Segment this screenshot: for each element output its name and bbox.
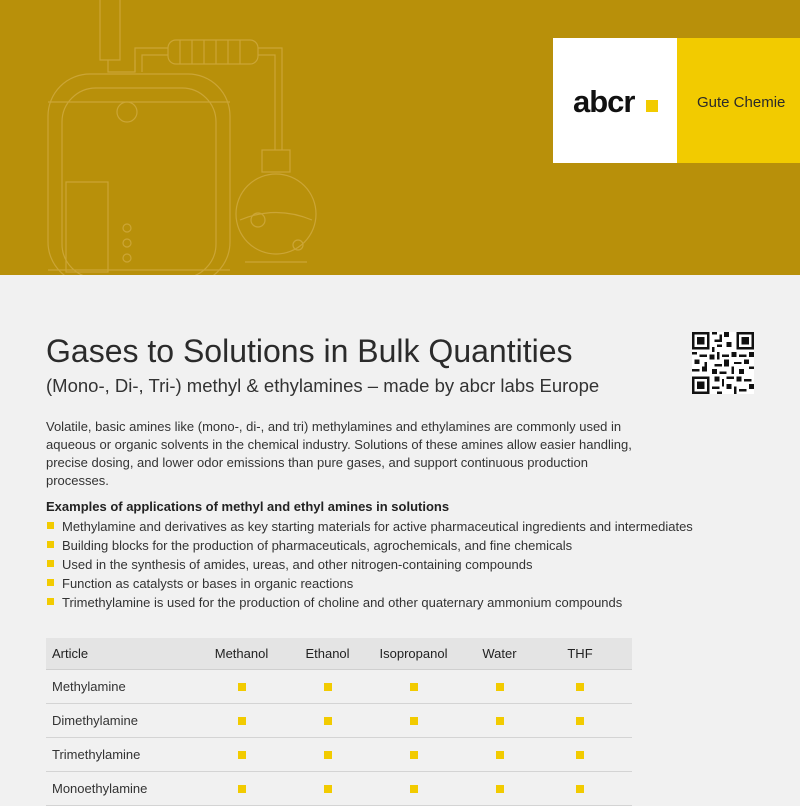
list-item-text: Methylamine and derivatives as key starting materials for active pharmaceutical ingredients and intermediates bbox=[62, 519, 693, 534]
list-item-text: Trimethylamine is used for the production of choline and other quaternary ammonium compounds bbox=[62, 595, 623, 610]
availability-square-icon bbox=[324, 683, 332, 691]
availability-square-icon bbox=[410, 785, 418, 793]
column-header-water: Water bbox=[482, 646, 517, 661]
intro-paragraph: Volatile, basic amines like (mono-, di-, and tri) methylamines and ethylamines are commonly used in aqueous or organic solvents in the chemical industry. Solutions of these amines allow easier handling, precise dosing, and lower odor emissions than pure gases, and support continuous production processes. bbox=[46, 419, 632, 488]
article-name: Monoethylamine bbox=[52, 781, 148, 796]
availability-square-icon bbox=[238, 683, 246, 691]
bullet-square-icon bbox=[47, 598, 54, 605]
column-header-article: Article bbox=[52, 646, 89, 661]
availability-square-icon bbox=[324, 785, 332, 793]
list-item bbox=[46, 536, 693, 555]
cell-thf bbox=[528, 683, 632, 691]
availability-square-icon bbox=[410, 683, 418, 691]
availability-square-icon bbox=[238, 751, 246, 759]
cell-methanol bbox=[184, 785, 299, 793]
list-item bbox=[46, 574, 693, 593]
availability-square-icon bbox=[576, 785, 584, 793]
header-banner bbox=[0, 0, 800, 275]
qr-code-icon[interactable] bbox=[692, 332, 754, 394]
tagline: Gute Chemie bbox=[697, 94, 786, 111]
logo-wordmark: abcr bbox=[573, 84, 635, 119]
article-name: Dimethylamine bbox=[52, 713, 138, 728]
bullet-square-icon bbox=[47, 541, 54, 548]
cell-methanol bbox=[184, 751, 299, 759]
cell-ethanol bbox=[299, 717, 356, 725]
table-header bbox=[46, 638, 632, 670]
cell-water bbox=[471, 717, 528, 725]
availability-square-icon bbox=[496, 751, 504, 759]
availability-square-icon bbox=[496, 785, 504, 793]
availability-square-icon bbox=[576, 717, 584, 725]
availability-square-icon bbox=[576, 751, 584, 759]
column-header-thf: THF bbox=[567, 646, 593, 661]
cell-methanol bbox=[184, 717, 299, 725]
logo-square-icon bbox=[646, 100, 658, 112]
availability-square-icon bbox=[238, 785, 246, 793]
tagline-box bbox=[677, 38, 800, 163]
availability-square-icon bbox=[410, 751, 418, 759]
applications-list bbox=[46, 517, 693, 612]
availability-square-icon bbox=[496, 717, 504, 725]
cell-water bbox=[471, 751, 528, 759]
cell-thf bbox=[528, 717, 632, 725]
cell-ethanol bbox=[299, 751, 356, 759]
list-item bbox=[46, 555, 693, 574]
list-item bbox=[46, 593, 693, 612]
page-title: Gases to Solutions in Bulk Quantities bbox=[46, 333, 573, 369]
cell-methanol bbox=[184, 683, 299, 691]
table-row bbox=[46, 772, 632, 806]
bullet-square-icon bbox=[47, 579, 54, 586]
list-item-text: Function as catalysts or bases in organic reactions bbox=[62, 576, 354, 591]
cell-water bbox=[471, 785, 528, 793]
column-header-isopropanol: Isopropanol bbox=[379, 646, 448, 661]
cell-isopropanol bbox=[356, 785, 471, 793]
cell-thf bbox=[528, 785, 632, 793]
cell-water bbox=[471, 683, 528, 691]
table-row bbox=[46, 738, 632, 772]
table-body bbox=[46, 670, 632, 806]
availability-square-icon bbox=[496, 683, 504, 691]
article-name: Methylamine bbox=[52, 679, 126, 694]
cell-isopropanol bbox=[356, 717, 471, 725]
solvent-availability-table bbox=[46, 638, 632, 806]
page-subtitle: (Mono-, Di-, Tri-) methyl & ethylamines – made by abcr labs Europe bbox=[46, 375, 600, 396]
list-item bbox=[46, 517, 693, 536]
column-header-methanol: Methanol bbox=[214, 646, 269, 661]
column-header-ethanol: Ethanol bbox=[305, 646, 350, 661]
abcr-logo[interactable] bbox=[553, 38, 677, 163]
bullet-square-icon bbox=[47, 522, 54, 529]
applications-heading: Examples of applications of methyl and ethyl amines in solutions bbox=[46, 499, 450, 514]
availability-square-icon bbox=[576, 683, 584, 691]
availability-square-icon bbox=[410, 717, 418, 725]
cell-isopropanol bbox=[356, 751, 471, 759]
cell-isopropanol bbox=[356, 683, 471, 691]
list-item-text: Used in the synthesis of amides, ureas, and other nitrogen-containing compounds bbox=[62, 557, 533, 572]
availability-square-icon bbox=[324, 751, 332, 759]
cell-ethanol bbox=[299, 785, 356, 793]
table-row bbox=[46, 670, 632, 704]
article-name: Trimethylamine bbox=[52, 747, 141, 762]
bullet-square-icon bbox=[47, 560, 54, 567]
list-item-text: Building blocks for the production of pharmaceuticals, agrochemicals, and fine chemicals bbox=[62, 538, 573, 553]
cell-ethanol bbox=[299, 683, 356, 691]
availability-square-icon bbox=[238, 717, 246, 725]
table-row bbox=[46, 704, 632, 738]
cell-thf bbox=[528, 751, 632, 759]
availability-square-icon bbox=[324, 717, 332, 725]
